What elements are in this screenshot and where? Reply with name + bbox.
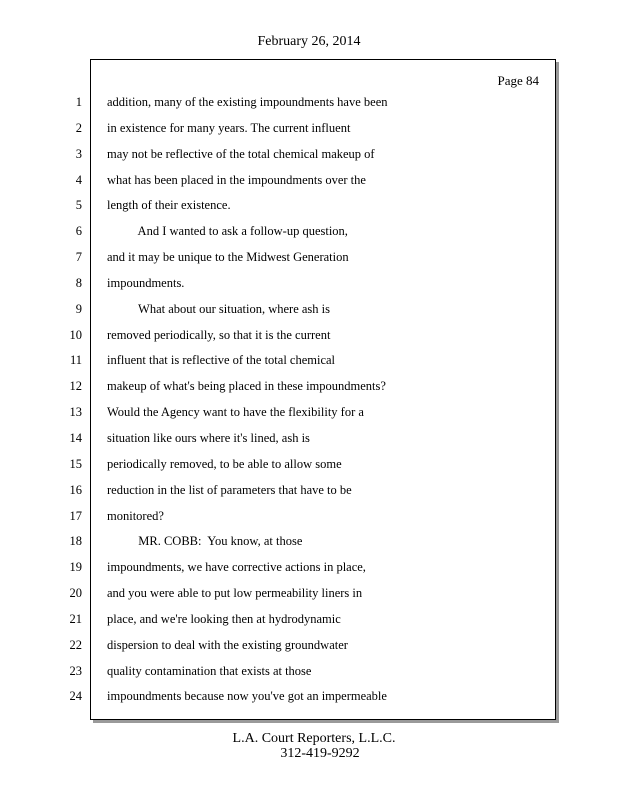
footer [0, 731, 618, 761]
transcript-line: addition, many of the existing impoundments have been [107, 95, 388, 109]
transcript-line: what has been placed in the impoundments over the [107, 172, 366, 187]
transcript-line: monitored? [107, 508, 164, 523]
transcript-line: makeup of what's being placed in these impoundments? [107, 379, 386, 394]
transcript-line: impoundments. [107, 275, 185, 290]
transcript-line: and it may be unique to the Midwest Generation [107, 250, 349, 265]
transcript-line: reduction in the list of parameters that have to be [107, 482, 352, 497]
transcript-line: influent that is reflective of the total chemical [107, 353, 336, 368]
line-number: 18 [69, 534, 82, 549]
transcript-line: MR. COBB: You know, at those [107, 534, 303, 549]
transcript-line: Would the Agency want to have the flexibility for a [107, 405, 364, 420]
line-number: 4 [75, 172, 82, 187]
page-number: Page 84 [497, 73, 539, 88]
transcript-line: What about our situation, where ash is [107, 301, 330, 316]
line-number: 15 [69, 456, 82, 471]
line-number: 14 [69, 430, 82, 445]
line-number: 16 [69, 482, 82, 497]
line-number: 11 [69, 353, 82, 368]
line-number: 1 [75, 95, 82, 109]
transcript-line: dispersion to deal with the existing groundwater [107, 637, 348, 652]
reporter-phone: 312-419-9292 [280, 746, 360, 761]
reporter-company: L.A. Court Reporters, L.L.C. [232, 731, 396, 746]
line-number: 21 [69, 611, 82, 626]
line-number: 12 [69, 379, 82, 394]
transcript-line: situation like ours where it's lined, ash is [107, 430, 310, 445]
line-number: 23 [69, 663, 82, 678]
line-number: 8 [75, 275, 82, 290]
transcript-date: February 26, 2014 [257, 34, 361, 49]
transcript-text [107, 94, 547, 714]
transcript-line: length of their existence. [107, 198, 231, 213]
line-number: 10 [69, 327, 82, 342]
transcript-line: place, and we're looking then at hydrodynamic [107, 611, 341, 626]
line-number: 17 [69, 508, 82, 523]
line-number-column [48, 94, 82, 714]
line-number: 6 [75, 224, 82, 239]
transcript-line: periodically removed, to be able to allow some [107, 456, 342, 471]
line-number: 22 [69, 637, 82, 652]
line-number: 13 [69, 405, 82, 420]
transcript-line: quality contamination that exists at those [107, 663, 312, 678]
transcript-line: removed periodically, so that it is the current [107, 327, 331, 342]
transcript-line: and you were able to put low permeability liners in [107, 586, 363, 601]
transcript-line: impoundments, we have corrective actions in place, [107, 560, 366, 575]
transcript-line: And I wanted to ask a follow-up question, [107, 224, 348, 239]
transcript-line: may not be reflective of the total chemical makeup of [107, 146, 375, 161]
line-number: 24 [69, 689, 82, 704]
line-number: 5 [75, 198, 82, 213]
line-number: 3 [75, 146, 82, 161]
line-number: 9 [75, 301, 82, 316]
transcript-line: impoundments because now you've got an impermeable [107, 689, 387, 704]
line-number: 20 [69, 586, 82, 601]
line-number: 7 [75, 250, 82, 265]
line-number: 2 [75, 120, 82, 135]
transcript-line: in existence for many years. The current influent [107, 120, 351, 135]
line-number: 19 [69, 560, 82, 575]
